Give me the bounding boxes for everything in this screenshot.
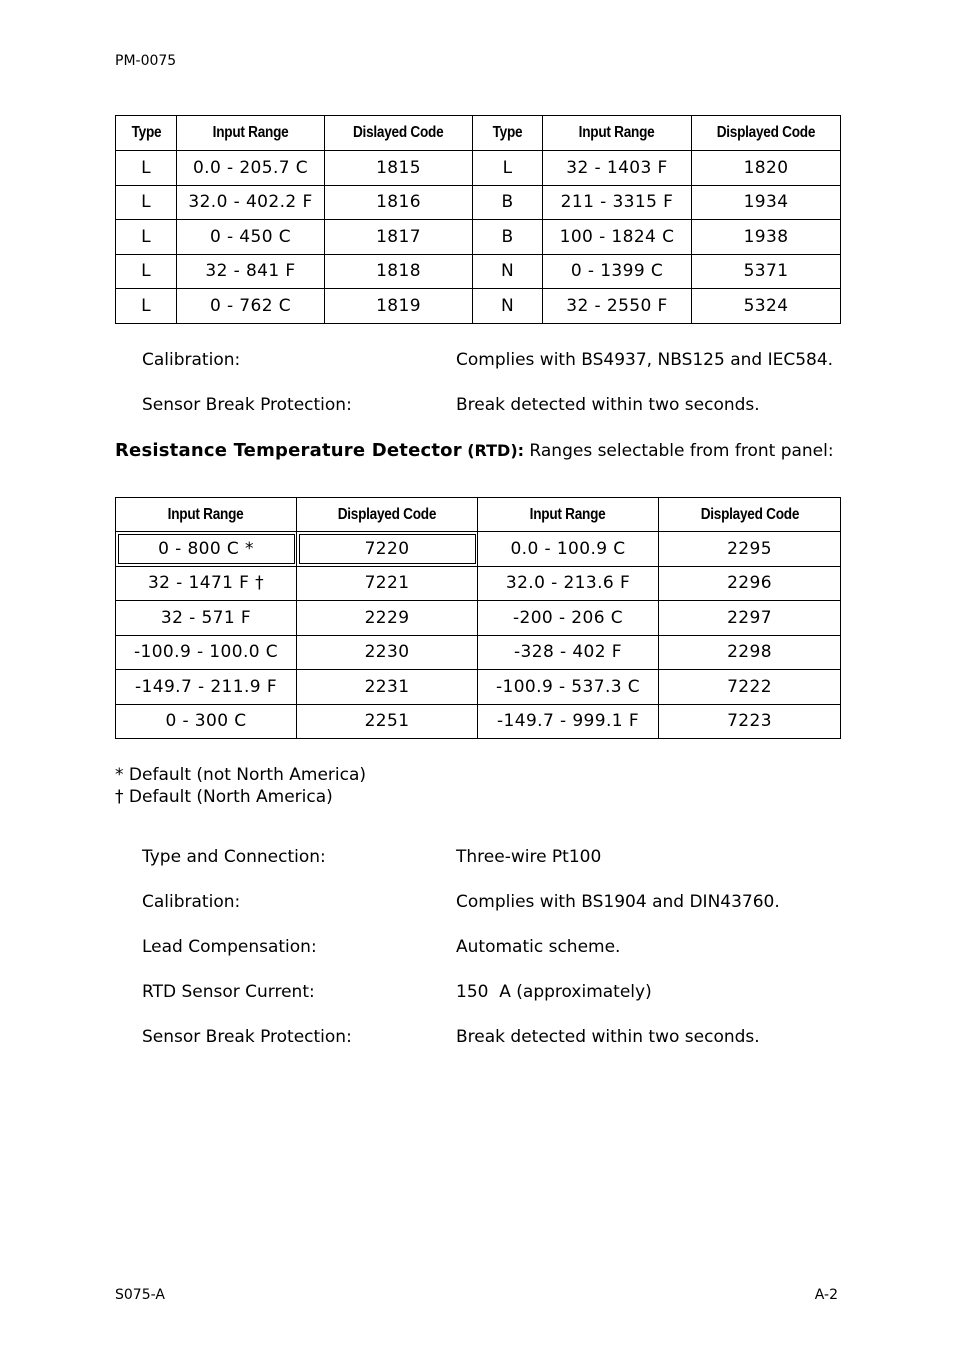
- column-header-displayed-code: Displayed Code: [692, 116, 841, 151]
- table-cell: L: [116, 220, 177, 255]
- column-header-displayed-code: Displayed Code: [659, 498, 841, 532]
- footnote-default-not-north-america: * Default (not North America): [115, 765, 367, 785]
- column-header-input-range: Input Range: [478, 498, 659, 532]
- table-row: [116, 601, 841, 636]
- rtd-heading-abbrev: (RTD):: [467, 441, 525, 460]
- spec-label-sensor-break: Sensor Break Protection:: [142, 395, 352, 415]
- table-cell: -100.9 - 100.0 C: [116, 635, 297, 670]
- table-row: [116, 289, 841, 324]
- table-row: [116, 566, 841, 601]
- table-cell: 2229: [297, 601, 478, 636]
- document-id: PM-0075: [115, 53, 177, 69]
- table-cell: 0 - 800 C *: [116, 532, 297, 567]
- table-cell: 0 - 1399 C: [543, 254, 692, 289]
- spec-label-sensor-current: RTD Sensor Current:: [142, 982, 315, 1002]
- column-header-displayed-code: Displayed Code: [297, 498, 478, 532]
- table-cell: L: [116, 254, 177, 289]
- spec-value-sensor-current: 150 A (approximately): [456, 982, 652, 1002]
- table-cell: -328 - 402 F: [478, 635, 659, 670]
- table-cell: 1938: [692, 220, 841, 255]
- table-cell: -200 - 206 C: [478, 601, 659, 636]
- spec-label-type-connection: Type and Connection:: [142, 847, 326, 867]
- spec-label-calibration: Calibration:: [142, 892, 241, 912]
- column-header-displayed-code: Dislayed Code: [325, 116, 473, 151]
- table-row: [116, 532, 841, 567]
- table-cell: 1934: [692, 185, 841, 220]
- table-cell: 0 - 300 C: [116, 704, 297, 739]
- table-cell: 1815: [325, 151, 473, 186]
- spec-value-calibration: Complies with BS1904 and DIN43760.: [456, 892, 780, 912]
- table-cell: 32 - 841 F: [177, 254, 325, 289]
- table-row: [116, 151, 841, 186]
- table-row: [116, 704, 841, 739]
- table-cell: 5324: [692, 289, 841, 324]
- table-cell: -100.9 - 537.3 C: [478, 670, 659, 705]
- column-header-input-range: Input Range: [543, 116, 692, 151]
- column-header-input-range: Input Range: [116, 498, 297, 532]
- table-cell: 32 - 2550 F: [543, 289, 692, 324]
- table-cell: L: [116, 185, 177, 220]
- table-cell: 2297: [659, 601, 841, 636]
- table-cell: 32.0 - 213.6 F: [478, 566, 659, 601]
- table-cell: 2295: [659, 532, 841, 567]
- table-cell: 100 - 1824 C: [543, 220, 692, 255]
- table-cell: 211 - 3315 F: [543, 185, 692, 220]
- rtd-range-table: [115, 497, 841, 739]
- spec-value-lead-compensation: Automatic scheme.: [456, 937, 621, 957]
- table-row: [116, 635, 841, 670]
- table-cell: 7220: [297, 532, 478, 567]
- table-cell: -149.7 - 999.1 F: [478, 704, 659, 739]
- table-cell: B: [473, 220, 543, 255]
- table-cell: L: [473, 151, 543, 186]
- table-row: [116, 670, 841, 705]
- table-cell: 1820: [692, 151, 841, 186]
- table-cell: 0 - 762 C: [177, 289, 325, 324]
- table-header-row: [116, 116, 841, 151]
- spec-label-calibration: Calibration:: [142, 350, 241, 370]
- rtd-heading-title: Resistance Temperature Detector: [115, 440, 462, 461]
- table-cell: 1819: [325, 289, 473, 324]
- table-row: [116, 254, 841, 289]
- table-cell: 7221: [297, 566, 478, 601]
- table-cell: 2298: [659, 635, 841, 670]
- table-row: [116, 185, 841, 220]
- table-cell: 32.0 - 402.2 F: [177, 185, 325, 220]
- table-row: [116, 220, 841, 255]
- page-number: A-2: [814, 1287, 838, 1303]
- table-cell: 2231: [297, 670, 478, 705]
- spec-value-calibration: Complies with BS4937, NBS125 and IEC584.: [456, 350, 834, 370]
- table-cell: 0.0 - 100.9 C: [478, 532, 659, 567]
- column-header-type: Type: [116, 116, 177, 151]
- rtd-heading-description: Ranges selectable from front panel:: [524, 441, 834, 461]
- table-cell: 0 - 450 C: [177, 220, 325, 255]
- table-cell: L: [116, 289, 177, 324]
- table-cell: 5371: [692, 254, 841, 289]
- spec-value-sensor-break: Break detected within two seconds.: [456, 1027, 760, 1047]
- table-cell: N: [473, 289, 543, 324]
- rtd-section-heading: [115, 440, 835, 462]
- table-cell: 7222: [659, 670, 841, 705]
- table-cell: -149.7 - 211.9 F: [116, 670, 297, 705]
- table-cell: 0.0 - 205.7 C: [177, 151, 325, 186]
- table-cell: 2251: [297, 704, 478, 739]
- table-cell: 7223: [659, 704, 841, 739]
- spec-label-lead-compensation: Lead Compensation:: [142, 937, 317, 957]
- table-cell: 1816: [325, 185, 473, 220]
- footnote-default-north-america: † Default (North America): [115, 787, 333, 807]
- spec-value-type-connection: Three-wire Pt100: [456, 847, 602, 867]
- table-cell: 32 - 1403 F: [543, 151, 692, 186]
- footer-doc-code: S075-A: [115, 1287, 165, 1303]
- table-cell: 2296: [659, 566, 841, 601]
- table-cell: 32 - 1471 F †: [116, 566, 297, 601]
- spec-value-sensor-break: Break detected within two seconds.: [456, 395, 760, 415]
- table-cell: 32 - 571 F: [116, 601, 297, 636]
- table-cell: 1818: [325, 254, 473, 289]
- spec-label-sensor-break: Sensor Break Protection:: [142, 1027, 352, 1047]
- table-cell: B: [473, 185, 543, 220]
- table-cell: N: [473, 254, 543, 289]
- table-header-row: [116, 498, 841, 532]
- table-cell: 2230: [297, 635, 478, 670]
- table-cell: 1817: [325, 220, 473, 255]
- thermocouple-range-table: [115, 115, 841, 324]
- column-header-type: Type: [473, 116, 543, 151]
- column-header-input-range: Input Range: [177, 116, 325, 151]
- table-cell: L: [116, 151, 177, 186]
